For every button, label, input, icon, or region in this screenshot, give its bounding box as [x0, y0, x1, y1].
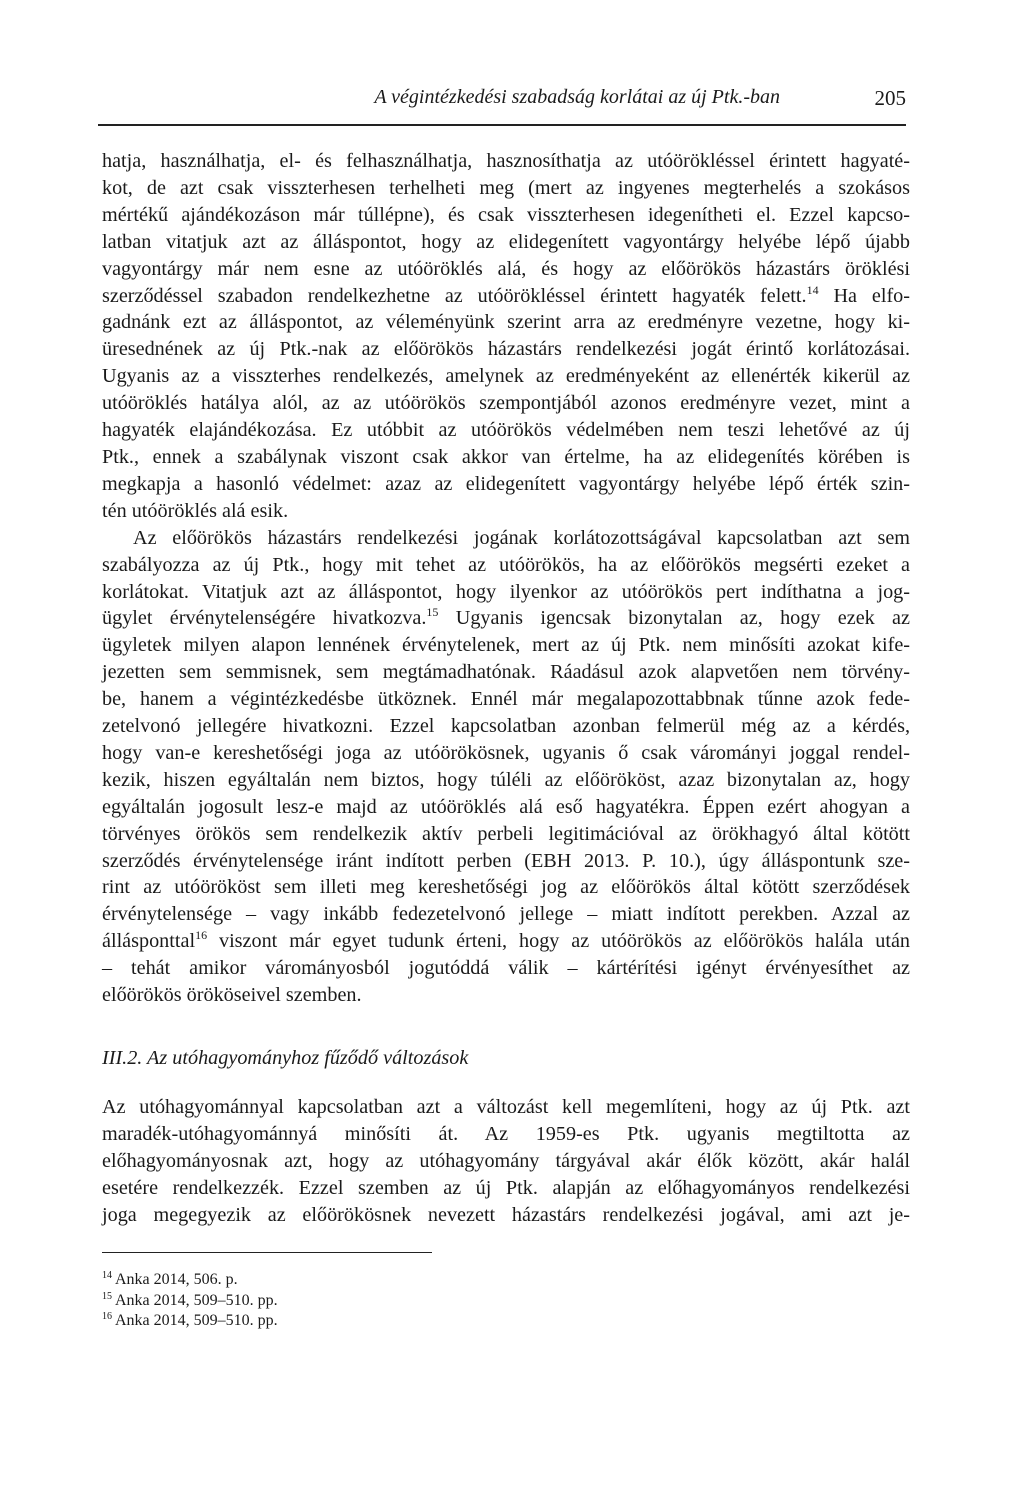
text-line: Ptk., ennek a szabálynak viszont csak akkor van értelme, ha az elidegenítés körében is [102, 445, 910, 468]
text-line: előörökös örököseivel szemben. [102, 984, 362, 1007]
paragraph-2 [102, 525, 910, 1009]
text-line: törvényes örökös sem rendelkezik aktív perbeli legitimációval az örökhagyó által kötött [102, 822, 910, 845]
text-line: Ugyanis az a visszterhes rendelkezés, amelynek az eredményeként az ellenérték kikerül az [102, 365, 910, 388]
text-line: vagyontárgy már nem esne az utóöröklés alá, és hogy az előörökös házastárs öröklési [102, 257, 910, 280]
line-text: viszont már egyet tudunk érteni, hogy az utóörökös az előörökös halála után [207, 930, 910, 953]
text-line: zetelvonó jellegére hivatkozni. Ezzel kapcsolatban azonban felmerül még az a kérdés, [102, 715, 910, 738]
text-line: jezetten sem semmisnek, sem megtámadhatónak. Ráadásul azok alapvetően nem törvény- [102, 661, 910, 684]
line-text: állásponttal [102, 930, 196, 953]
body-text [102, 148, 910, 1009]
line-text: Ugyanis igencsak bizonytalan az, hogy ezek az [438, 607, 910, 630]
text-line: hogy van-e kereshetőségi joga az utóörökösnek, ugyanis ő csak várományi joggal rendel- [102, 741, 910, 764]
text-line: érvénytelensége – vagy inkább fedezetelvonó jellege – miatt indított perekben. Azzal az [102, 903, 910, 926]
text-line: előhagyományosnak azt, hogy az utóhagyomány tárgyával akár élők között, akár halál [102, 1149, 910, 1172]
footnote-ref-15[interactable]: 15 [426, 605, 439, 620]
footnote-number: 14 [102, 1270, 112, 1281]
footnote-14 [102, 1270, 702, 1291]
line-text: szerződéssel szabadon rendelkezhetne az utóörökléssel érintett hagyaték felett. [102, 284, 807, 307]
text-line: Az előörökös házastárs rendelkezési jogának korlátozottságával kapcsolatban azt sem [133, 526, 910, 549]
text-line: joga megegyezik az előörökösnek nevezett házastárs rendelkezési jogával, ami azt je- [102, 1203, 910, 1226]
section-body [102, 1094, 910, 1229]
footnote-text: Anka 2014, 506. p. [115, 1271, 238, 1288]
text-line: kot, de azt csak visszterhesen terhelheti meg (mert az ingyenes megterhelés a szokásos [102, 176, 910, 199]
footnote-ref-16[interactable]: 16 [195, 928, 208, 943]
text-line: be, hanem a végintézkedésbe ütköznek. Ennél már megalapozottabbnak tűnne azok fede- [102, 688, 910, 711]
text-line: utóöröklés hatálya alól, az az utóörökös szempontjából azonos eredményre vezet, mint a [102, 392, 910, 415]
text-line: üresednének az új Ptk.-nak az előörökös házastárs rendelkezési jogát érintő korlátozásai. [102, 338, 910, 361]
text-line: tén utóöröklés alá esik. [102, 499, 289, 522]
section-title: Az utóhagyományhoz fűződő változások [147, 1047, 469, 1069]
text-line: kezik, hiszen egyáltalán nem biztos, hogy túléli az előörököst, azaz bizonytalan az, hogy [102, 768, 910, 791]
text-line: rint az utóörököst sem illeti meg kereshetőségi jog az előörökös által kötött szerződések [102, 876, 910, 899]
text-line [102, 283, 910, 310]
line-text: ügylet érvénytelenségére hivatkozva. [102, 607, 427, 630]
footnote-text: Anka 2014, 509–510. pp. [115, 1312, 278, 1329]
footnote-rule [102, 1252, 432, 1253]
footnote-number: 16 [102, 1311, 112, 1322]
text-line: mértékű ajándékozáson már túllépne), és csak visszterhesen idegenítheti el. Ezzel kapcso- [102, 203, 910, 226]
text-line: egyáltalán jogosult lesz-e majd az utóöröklés alá eső hagyatékra. Éppen ezért ahogyan a [102, 795, 910, 818]
text-line: Az utóhagyománnyal kapcsolatban azt a változást kell megemlíteni, hogy az új Ptk. azt [102, 1096, 910, 1118]
paragraph-1 [102, 148, 910, 525]
footnote-ref-14[interactable]: 14 [806, 282, 819, 297]
running-title: A végintézkedési szabadság korlátai az új Ptk.-ban [374, 86, 780, 108]
text-line: szerződés érvénytelensége iránt indított perben (EBH 2013. P. 10.), úgy álláspontunk sze- [102, 849, 910, 872]
section-heading [102, 1047, 468, 1070]
header-rule [98, 124, 906, 126]
text-line: gadnánk ezt az álláspontot, az véleményünk szerint arra az eredményre vezetne, hogy ki- [102, 311, 910, 334]
text-line: szabályozza az új Ptk., hogy mit tehet az utóörökös, ha az előörökös megsérti ezeket a [102, 553, 910, 576]
text-line: esetére rendelkezzék. Ezzel szemben az új Ptk. alapján az előhagyományos rendelkezési [102, 1176, 910, 1199]
footnote-15 [102, 1291, 702, 1312]
line-text: Ha elfo- [818, 284, 910, 307]
footnote-number: 15 [102, 1290, 112, 1302]
section-number: III.2. [102, 1047, 143, 1069]
page-number: 205 [874, 86, 906, 110]
footnotes [102, 1270, 702, 1332]
text-line: – tehát amikor várományosból jogutóddá válik – kártérítési igényt érvényesíthet az [102, 957, 910, 980]
text-line [102, 928, 910, 955]
text-line: hatja, használhatja, el- és felhasználhatja, hasznosíthatja az utóörökléssel érintett hagyaté- [102, 150, 910, 172]
footnote-16 [102, 1311, 702, 1332]
text-line: korlátokat. Vitatjuk azt az álláspontot, hogy ilyenkor az utóörökös pert indíthatna a jog- [102, 580, 910, 603]
footnote-text: Anka 2014, 509–510. pp. [115, 1291, 278, 1309]
text-line: latban vitatjuk azt az álláspontot, hogy az elidegenített vagyontárgy helyébe lépő újabb [102, 230, 910, 253]
section-paragraph [102, 1094, 910, 1229]
text-line: maradék-utóhagyománnyá minősíti át. Az 1959-es Ptk. ugyanis megtiltotta az [102, 1122, 910, 1145]
text-line: ügyletek milyen alapon lennének érvénytelenek, mert az új Ptk. nem minősíti azokat kife- [102, 634, 910, 657]
page-header [98, 86, 930, 114]
text-line: megkapja a hasonló védelmet: azaz az elidegenített vagyontárgy helyébe lépő érték szin- [102, 472, 910, 495]
text-line: hagyaték elajándékozása. Ez utóbbit az utóörökös védelmében nem teszi lehetővé az új [102, 419, 910, 442]
text-line [102, 605, 910, 632]
